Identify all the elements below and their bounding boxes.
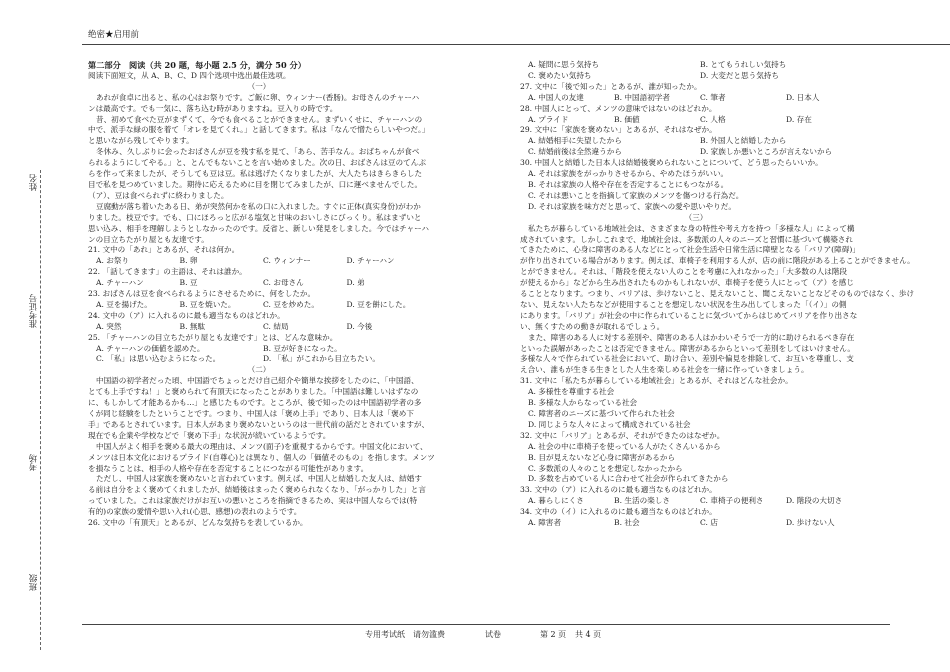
option[interactable]: D. チャーハン — [346, 256, 395, 266]
option[interactable]: B. 生活の楽しさ — [614, 496, 670, 506]
option[interactable]: C. 「私」は思い込むようになった。 — [96, 354, 221, 364]
option[interactable]: C. 結局 — [263, 321, 289, 331]
option[interactable]: C. それは悪いことを指摘して家族のメンツを傷つける行為だ。 — [528, 190, 744, 200]
option[interactable]: B. 社会 — [614, 518, 640, 528]
confidential-label: 绝密★启用前 — [88, 30, 140, 40]
passage-line: 多様な人々で作られている社会において、助け合い、差別や偏見を排除して、お互いを尊重し、支 — [520, 354, 854, 364]
question-28: 28. 中国人にとって、メンツの意味ではないのはどれか。 — [520, 103, 717, 113]
question-24-options — [88, 322, 430, 333]
question-33: 33. 文中の（ア）に入れるのに最も適当なものはどれか。 — [520, 485, 717, 495]
binding-id-field: 准考证号 — [28, 290, 40, 332]
passage-line: 中国語の初学者だった頃、中国語でちょっとだけ自己紹介や簡単な挨拶をしたのに、「中国語、 — [96, 376, 419, 386]
option[interactable]: D. 同じような人々によって構成されている社会 — [528, 419, 691, 429]
passage-line: （ア）、豆は食べられずに終わりました。 — [88, 190, 229, 200]
passage-line: あれが食卓に出ると、私の心はお祭りです。ご飯に卵、ウィンナー(香肠)。お母さんのチャーハ — [96, 92, 420, 102]
passage-line: 冬休み、久しぶりに会ったおばさんが豆を残す私を見て、「あら、苦手なん。おばちゃんが食べ — [96, 147, 420, 157]
option[interactable]: A. チャーハン — [96, 278, 144, 288]
option[interactable]: D. 「私」がこれから目立ちたい。 — [263, 354, 380, 364]
option[interactable]: A. 突然 — [96, 321, 122, 331]
passage-line: とても上手ですね！」と褒められて有頂天になったことがありました。「中国語は難しいはずなの — [88, 387, 419, 397]
footer-notice: 专用考试纸 请勿滥费 — [365, 630, 445, 639]
question-28-options — [520, 115, 872, 126]
option[interactable]: B. 豆 — [179, 278, 198, 288]
option[interactable]: C. 障害者のニーズに基づいて作られた社会 — [528, 409, 675, 418]
option[interactable]: B. 卵 — [179, 256, 198, 266]
header-rule — [82, 44, 950, 45]
option[interactable]: B. 無駄 — [179, 321, 206, 331]
option[interactable]: B. 外国人と結婚したから — [700, 136, 787, 146]
option[interactable]: D. 歩けない人 — [786, 518, 835, 528]
option[interactable]: A. 障害者 — [528, 518, 562, 528]
option[interactable]: C. 店 — [700, 518, 718, 528]
question-34: 34. 文中の（イ）に入れるのに最も適当なものはどれか。 — [520, 507, 717, 517]
binding-class-field: 班级 — [28, 570, 40, 595]
question-22-options — [88, 278, 430, 289]
question-26: 26. 文中の「有頂天」とあるが、どんな気持ちを表しているか。 — [88, 518, 308, 528]
option[interactable]: A. 豆を揚げた。 — [96, 299, 152, 309]
binding-dashed-line — [40, 170, 41, 650]
question-33-options — [520, 496, 872, 507]
passage-line: が使えるから」などから生み出されたものかもしれないが、車椅子を使う人にとって（ア）を感じ — [520, 278, 854, 288]
section-title: 第二部分 阅读（共 20 题，每小题 2.5 分，满分 50 分） — [88, 60, 306, 70]
passage-line: てきたために、心身に障害のある人などにとって社会生活や日常生活に障壁となる「バリア(障碍)」 — [520, 245, 860, 255]
passage-line: 手」であるとされています。日本人があまり褒めないというのは一世代前の話だとされていますが、 — [88, 419, 430, 429]
option[interactable]: C. お母さん — [263, 278, 304, 288]
option[interactable]: A. それは家族をがっかりさせるから、やめたほうがいい。 — [528, 169, 729, 179]
question-23: 23. おばさんは豆を食べられるようにさせるために、何をしたか。 — [88, 289, 316, 299]
passage-line: 有的)の家族の愛情や思い入れ(心思、感想)の表れのようです。 — [88, 507, 302, 517]
option[interactable]: D. 多数を占めている人に合わせて社会が作られてきたから — [528, 474, 729, 484]
question-29-options — [520, 136, 872, 147]
question-22: 22. 「話してきます」の主語は、それは誰か。 — [88, 267, 247, 277]
passage-line: ただし、中国人は家族を褒めないと言われています。例えば、中国人と結婚した友人は、結婚す — [96, 474, 422, 484]
passage-line: といった誤解があったことは否定できません。障害があるからといって差別をしてはいけません。 — [520, 343, 855, 353]
passage-line: ンの目立ちたがり屋とも友達です。 — [88, 234, 209, 244]
question-25-options-2 — [88, 354, 430, 365]
passage-line: 中国人がよく相手を褒める最大の理由は、メンツ(面子)を重視するからです。中国文化において、 — [96, 441, 428, 451]
question-21-options — [88, 256, 430, 267]
passage-line: と思いながら残してやります。 — [88, 136, 194, 146]
question-23-options — [88, 300, 430, 311]
option[interactable]: C. 多数派の人々のことを想定しなかったから — [528, 463, 683, 473]
option[interactable]: D. 存在 — [786, 114, 812, 124]
passage-line: とができません。それは、「階段を使えない人のことを考慮に入れなかった」「大多数の人は階段 — [520, 267, 847, 277]
passage-line: に、もしかして才能あるかも…」と感じたものです。ところが、後で知ったのは中国語初学者の多 — [88, 398, 422, 408]
passage-line: 現在でも企業や学校などで「褒め下手」な状況が続いているようです。 — [88, 430, 331, 440]
passage-line: 私たちが暮らしている地域社会は、さまざまな身の特性や考え方を持つ「多様な人」によって構 — [528, 223, 855, 233]
footer-total-pages: 共 4 页 — [575, 630, 602, 639]
option[interactable]: A. 暮らしにくさ — [528, 496, 584, 506]
question-26-options-2 — [520, 71, 872, 82]
option[interactable]: D. それは家族を味方だと思って、家族への愛や思いやりだ。 — [528, 201, 736, 211]
passage-line: 昔、初めて食べた豆がまずくて、今でも食べることができません。まずいくせに、チャーハンの — [96, 114, 423, 124]
passage-line: 中で、派手な緑の服を着て「オレを見てくれ。」と話してきます。私は「なんで憎たらしいやつだ。」 — [88, 125, 430, 135]
option[interactable]: B. それは家族の人格や存在を否定することにもつながる。 — [528, 179, 729, 189]
left-column — [88, 60, 435, 529]
passage-1 — [88, 93, 430, 246]
passage-line: い、無くすための動きが取れるでしょう。 — [520, 321, 665, 331]
option[interactable]: B. 多様な人からなっている社会 — [528, 398, 638, 408]
passage-line: りました。枝豆です。でも、口にほろっと広がる塩気と甘味のおいしさにびっくり。私はまずいと — [88, 212, 422, 222]
passage-3 — [520, 223, 915, 377]
question-21: 21. 文中の「あれ」とあるが、それは何か。 — [88, 245, 240, 255]
option[interactable]: D. 今後 — [346, 321, 373, 331]
option[interactable]: A. 社会の中に車椅子を使っている人がたくさんいるから — [528, 441, 721, 451]
option[interactable]: A. チャーハンの価値を認めた。 — [96, 343, 205, 353]
passage-line: っていました。これは家族だけがお互いの悪いところを指摘できるため、実は中国人ならでは(特 — [88, 496, 418, 506]
question-29-options-2 — [520, 147, 872, 158]
question-34-options — [520, 518, 872, 529]
option[interactable]: D. 日本人 — [786, 92, 820, 102]
option[interactable]: C. ウィンナー — [263, 256, 311, 266]
option[interactable]: D. 弟 — [346, 278, 365, 288]
passage-line: え合い、誰もが生きる生きとした人生を楽しめる社会を一緒に作っていきましょう。 — [520, 365, 809, 375]
passage-line: ることとなります。つまり、バリアは、歩けないこと、見えないこと、聞こえないことなどそのものではなく、歩け — [520, 289, 915, 299]
passage-line: られるようにしてやる。」と、とんでもないことを言い始めました。次の日、おばさんは豆のてんぷ — [88, 158, 426, 168]
option[interactable]: B. 中国語初学者 — [614, 92, 670, 102]
passage-line: また、障害のある人に対する差別や、障害のある人はかわいそうで一方的に助けられるべき存在 — [528, 332, 855, 342]
passage-line: 目で私を見つめていました。期待に応えるために目を閉じてみましたが、口に運べませんでした。 — [88, 179, 423, 189]
option[interactable]: C. 褒めたい気持ち — [528, 70, 592, 80]
option[interactable]: D. 大変だと思う気持ち — [700, 70, 779, 80]
passage-2 — [88, 376, 435, 518]
passage-line: る前は自分をよく褒めてくれましたが、結婚後はまったく褒められなくなり、「がっかりした」と言 — [88, 485, 426, 495]
question-27: 27. 文中に「後で知った」とあるが、誰が知ったか。 — [520, 81, 702, 91]
binding-room-field: 考场 — [28, 450, 40, 475]
question-25: 25. 「チャーハンの目立ちたがり屋とも友達です」とは、どんな意味か。 — [88, 332, 338, 342]
option[interactable]: C. 車椅子の便利さ — [700, 496, 764, 506]
option[interactable]: D. 家族しか悪いところが言えないから — [700, 147, 833, 157]
option[interactable]: D. 階段の大切さ — [786, 496, 843, 506]
option[interactable]: A. お祭り — [96, 256, 130, 266]
question-24: 24. 文中の（ア）に入れるのに最も適当なものはどれか。 — [88, 310, 285, 320]
option[interactable]: C. 結婚前後は全然違うから — [528, 147, 622, 157]
option[interactable]: A. 多様性を尊重する社会 — [528, 387, 615, 397]
footer-exam-label: 试卷 — [485, 630, 501, 639]
option[interactable]: B. とてもうれしい気持ち — [700, 60, 787, 69]
footer-rule — [82, 624, 890, 625]
binding-margin — [6, 150, 66, 650]
option[interactable]: A. 疑問に思う気持ち — [528, 60, 600, 69]
binding-name-field: 姓名 — [28, 170, 40, 195]
option[interactable]: A. プライド — [528, 114, 569, 124]
option[interactable]: A. 中国人の友達 — [528, 92, 584, 102]
passage-line: 思い込み、相手を理解しようとしなかったのです。反省と、新しい発見をしました。今ではチャーハ — [88, 223, 429, 233]
passage-line: にあります。「バリア」が社会の中に作られていることに気づいてからはじめてバリアを作り出さな — [520, 310, 858, 320]
option[interactable]: C. 筆者 — [700, 92, 726, 102]
option[interactable]: B. 豆が好きになった。 — [263, 343, 342, 353]
passage-1-heading: （一） — [247, 81, 271, 91]
passage-line: ンは最高です。でも一気に、落ち込む時がありますね。豆入りの時です。 — [88, 103, 338, 113]
passage-line: 豆腐動が落ち着いたある日、弟が突然何かを私の口に入れました。すぐに正体(真实身份)がわか — [96, 201, 421, 211]
passage-line: 成されています。しかしこれまで、地域社会は、多数派の人々のニーズと習慣に基づいて構築され — [520, 234, 853, 244]
question-29: 29. 文中に「家族を褒めない」とあるが、それはなぜか。 — [520, 125, 717, 135]
instruction: 阅读下面短文，从 A、B、C、D 四个选项中选出最佳选项。 — [88, 70, 291, 80]
question-32: 32. 文中に「バリア」とあるが、それができたのはなぜか。 — [520, 430, 725, 440]
option[interactable]: C. 人格 — [700, 114, 726, 124]
passage-line: らを作って来ましたが、そうしても豆は豆。私は逃げたくなりましたが、大人たちはきらきらした — [88, 169, 423, 179]
question-27-options — [520, 93, 872, 104]
right-column — [520, 60, 915, 529]
option[interactable]: C. 豆を炒めた。 — [263, 299, 319, 309]
passage-2-heading: （二） — [247, 365, 271, 375]
passage-line: くが同じ経験をしたということです。つまり、中国人は「褒め上手」であり、日本人は「褒め下 — [88, 409, 414, 418]
passage-line: を損なうことは、相手の人格や存在を否定することにつながる可能性があります。 — [88, 463, 369, 473]
passage-line: メンツは日本文化におけるプライド(自尊心)とは異なり、個人の「価値そのもの」を指します。メンツ — [88, 452, 435, 462]
passage-line: が作り出されている場合があります。例えば、車椅子を利用する人が、店の前に階段がある上ることができません。 — [520, 256, 915, 266]
question-30: 30. 中国人と結婚した日本人は結婚後褒められないことについて、どう思ったらいいか。 — [520, 158, 823, 168]
option[interactable]: B. 目が見えないなど心身に障害があるから — [528, 452, 676, 462]
passage-3-heading: （三） — [684, 212, 708, 222]
footer-page-number: 第 2 页 — [540, 630, 567, 639]
option[interactable]: D. 豆を餅にした。 — [346, 299, 411, 309]
option[interactable]: B. 豆を焼いた。 — [179, 299, 236, 309]
option[interactable]: B. 価値 — [614, 114, 640, 124]
question-25-options — [88, 344, 430, 355]
option[interactable]: A. 結婚相手に失望したから — [528, 136, 622, 146]
question-26-options — [520, 60, 872, 71]
question-31: 31. 文中に「私たちが暮らしている地域社会」とあるが、それはどんな社会か。 — [520, 376, 793, 386]
passage-line: ない、見えない人たちなどが使用することを想定しない状況を生み出してしまった「（イ）」の側 — [520, 299, 847, 309]
